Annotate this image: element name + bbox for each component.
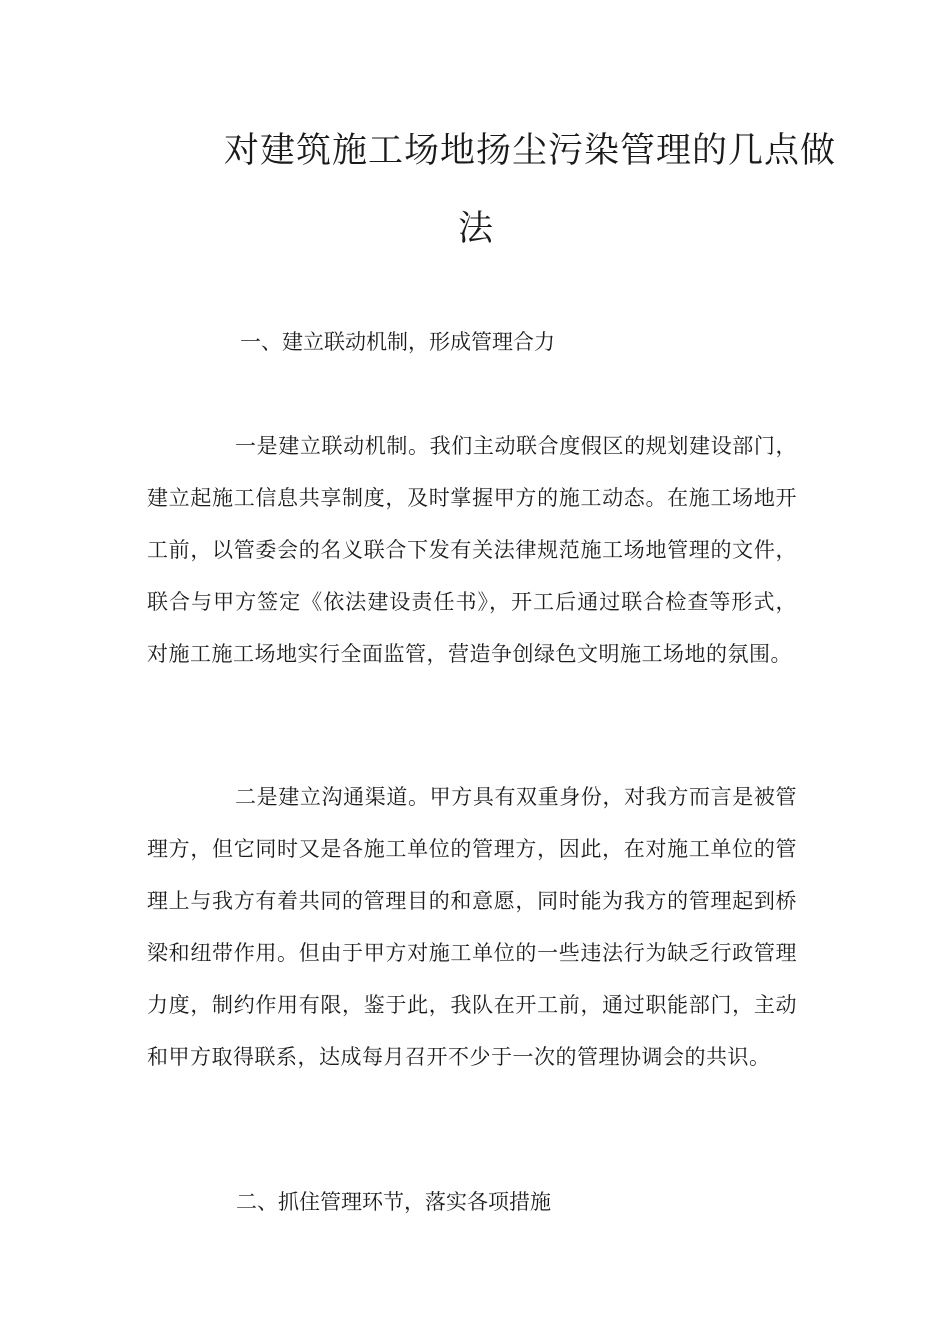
section-heading-1: 一、建立联动机制，形成管理合力 [240, 330, 555, 354]
paragraph-2: 二是建立沟通渠道。甲方具有双重身份，对我方而言是被管理方，但它同时又是各施工单位的管理方，因此，在对施工单位的管理上与我方有着共同的管理目的和意愿，同时能为我方的管理起到桥梁和纽带作用。但由于甲方对施工单位的一些违法行为缺乏行政管理力度，制约作用有限，鉴于此，我队在开工前，通过职能部门，主动和甲方取得联系，达成每月召开不少于一次的管理协调会的共识。 [147, 785, 797, 1069]
paragraph-1: 一是建立联动机制。我们主动联合度假区的规划建设部门，建立起施工信息共享制度，及时掌握甲方的施工动态。在施工场地开工前，以管委会的名义联合下发有关法律规范施工场地管理的文件，联合与甲方签定《依法建设责任书》，开工后通过联合检查等形式，对施工施工场地实行全面监管，营造争创绿色文明施工场地的氛围。 [147, 434, 797, 666]
document-title-line-2: 法 [458, 209, 495, 249]
section-heading-2: 二、抓住管理环节，落实各项措施 [236, 1190, 551, 1214]
document-title-line-1: 对建筑施工场地扬尘污染管理的几点做 [224, 131, 837, 171]
